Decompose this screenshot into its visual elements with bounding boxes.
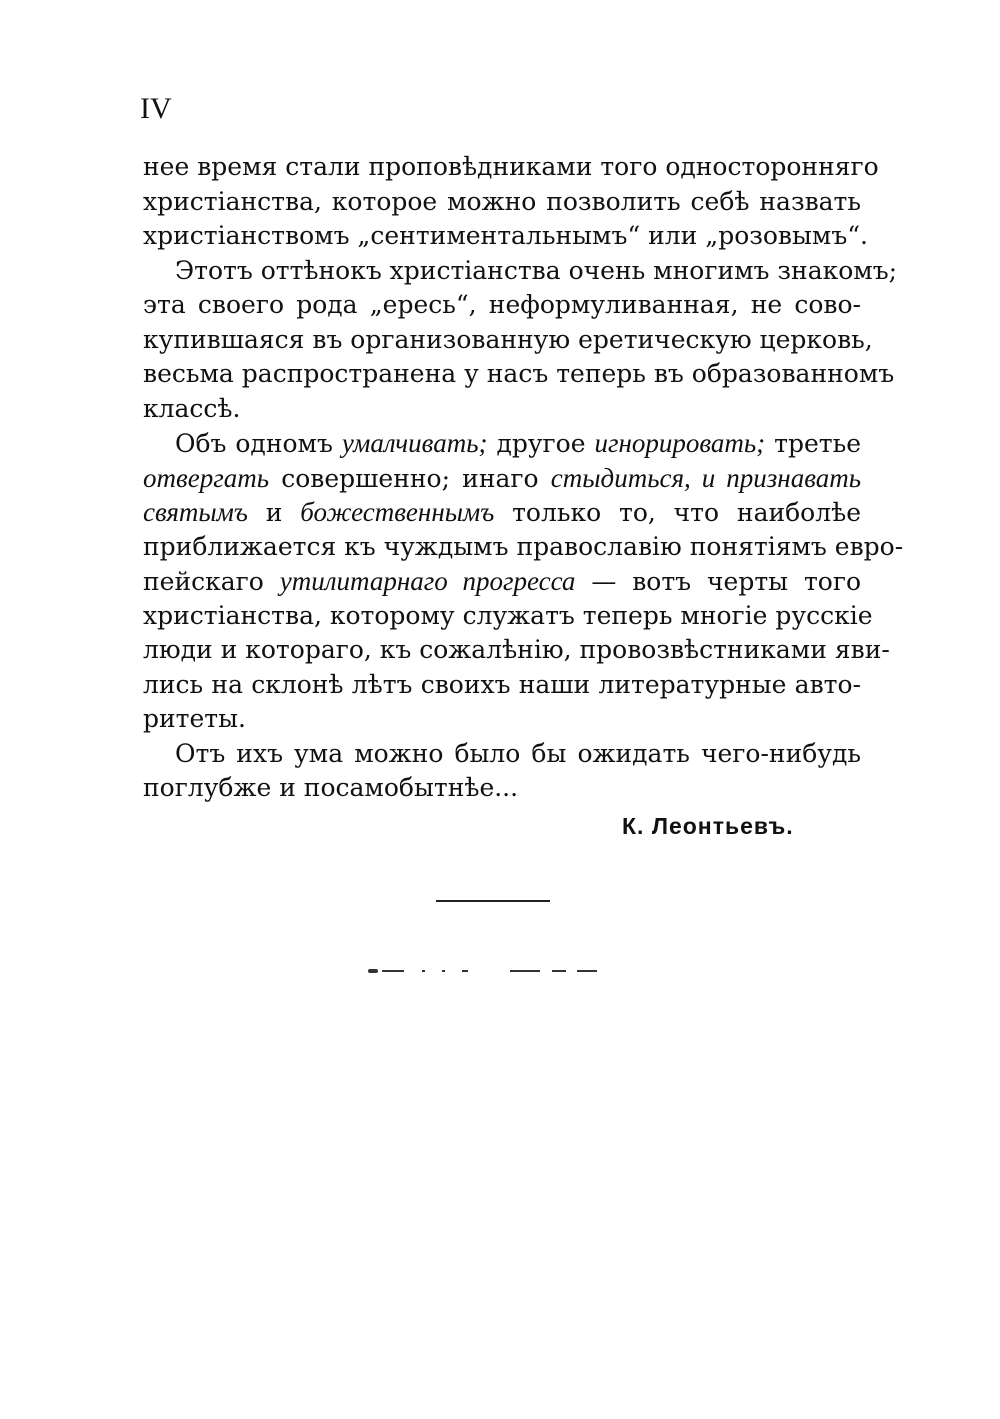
text-line: ритеты. bbox=[143, 704, 246, 733]
author-signature: К. Леонтьевъ. bbox=[622, 813, 794, 839]
text-line bbox=[143, 564, 861, 599]
dot bbox=[442, 970, 445, 972]
end-rule bbox=[436, 900, 550, 902]
text-line: классѣ. bbox=[143, 393, 241, 423]
italic-run: отвергать bbox=[143, 462, 270, 493]
text-line: Отъ ихъ ума можно было бы ожидать чего-нибудь bbox=[175, 738, 861, 768]
text-run: — вотъ черты того bbox=[591, 567, 861, 596]
text-line: приближается къ чуждымъ православію понятіямъ евро- bbox=[143, 531, 904, 561]
italic-run: божественнымъ bbox=[300, 497, 495, 527]
italic-run: игнорировать; bbox=[594, 428, 766, 458]
italic-run: стыдиться, и признавать bbox=[550, 462, 862, 493]
italic-run: утилитарнаго прогресса bbox=[279, 566, 576, 596]
dot bbox=[382, 970, 404, 972]
text-run: другое bbox=[496, 429, 586, 458]
text-line: христіанства, которое можно позволить себѣ назвать bbox=[143, 186, 861, 216]
italic-run: святымъ bbox=[143, 497, 248, 527]
text-line: поглубже и посамобытнѣе... bbox=[143, 773, 519, 802]
text-run: пейскаго bbox=[143, 567, 264, 596]
dot bbox=[368, 969, 378, 973]
dot bbox=[577, 970, 597, 972]
text-line: купившаяся въ организованную еретическую церковь, bbox=[143, 324, 873, 354]
text-run: совершенно; инаго bbox=[281, 463, 539, 493]
text-line: христіанствомъ „сентиментальнымъ“ или „розовымъ“. bbox=[143, 221, 868, 250]
text-line: Этотъ оттѣнокъ христіанства очень многимъ знакомъ; bbox=[175, 255, 898, 285]
text-line: весьма распространена у насъ теперь въ образованномъ bbox=[143, 359, 895, 388]
dot bbox=[422, 970, 425, 972]
text-run: только то, что наиболѣе bbox=[512, 498, 861, 527]
text-line: люди и котораго, къ сожалѣнію, провозвѣстниками яви- bbox=[143, 635, 890, 664]
text-line bbox=[143, 461, 861, 496]
dot bbox=[462, 970, 468, 972]
text-line bbox=[143, 426, 861, 461]
dot bbox=[552, 970, 566, 972]
text-run: и bbox=[265, 498, 283, 527]
text-line: христіанства, которому служатъ теперь многіе русскіе bbox=[143, 600, 873, 630]
text-line: нее время стали проповѣдниками того односторонняго bbox=[143, 152, 879, 181]
page-number: IV bbox=[140, 92, 172, 125]
text-line: эта своего рода „ересь“, неформуливанная, не сово- bbox=[143, 290, 861, 319]
body-text bbox=[143, 150, 904, 806]
text-line bbox=[143, 495, 861, 530]
text-run: третье bbox=[774, 429, 861, 458]
text-run: Объ одномъ bbox=[175, 429, 333, 458]
decorative-dots bbox=[362, 966, 602, 976]
italic-run: умалчивать; bbox=[341, 428, 488, 458]
dot bbox=[510, 970, 540, 972]
text-line: лись на склонѣ лѣтъ своихъ наши литературные авто- bbox=[143, 669, 861, 699]
